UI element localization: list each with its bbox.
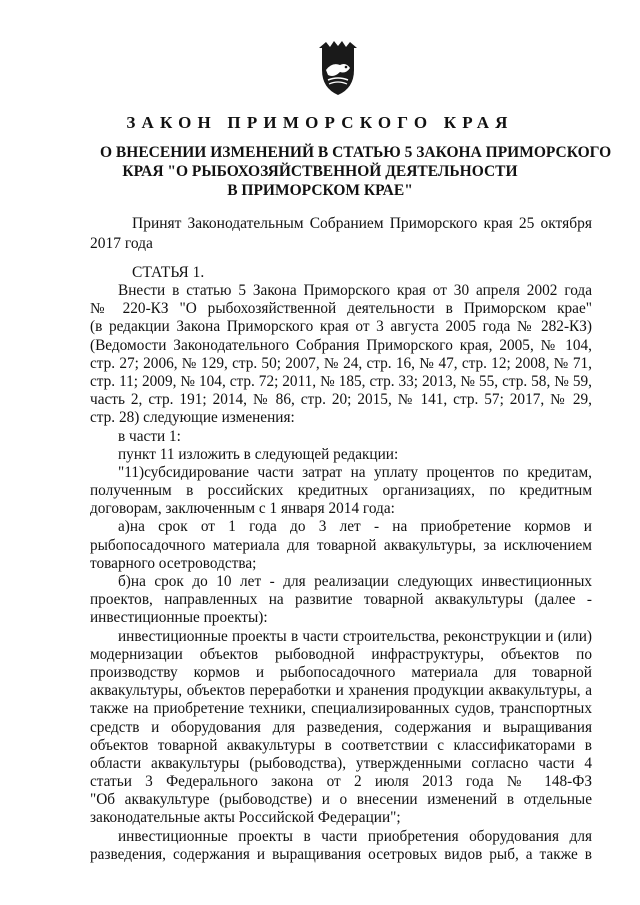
article-heading: СТАТЬЯ 1. <box>132 264 205 281</box>
body-line: Внести в статью 5 Закона Приморского края от 30 апреля 2002 года <box>118 282 592 299</box>
body-line: средств и оборудования для разведения, содержания и выращивания <box>90 718 592 736</box>
law-subtitle <box>100 143 612 200</box>
body-line: законодательные акты Российской Федерации"; <box>90 809 401 827</box>
body-line: разведения, содержания и выращивания осетровых видов рыб, а также в <box>90 845 592 863</box>
body-line: модернизации объектов рыбоводной инфраструктуры, объектов по <box>90 645 592 663</box>
subtitle-line: КРАЯ "О РЫБОХОЗЯЙСТВЕННОЙ ДЕЯТЕЛЬНОСТИ <box>122 163 518 180</box>
body-line: пункт 11 изложить в следующей редакции: <box>118 445 399 463</box>
body-line: "Об аквакультуре (рыбоводстве) и о внесении изменений в отдельные <box>90 791 592 809</box>
body-line: стр. 28) следующие изменения: <box>90 409 295 427</box>
body-line: "11)субсидирование части затрат на уплату процентов по кредитам, <box>118 463 592 481</box>
adoption-note <box>90 214 592 254</box>
body-line: также на приобретение техники, специализированных судов, транспортных <box>90 700 592 718</box>
article-body <box>90 282 592 864</box>
body-line: б)на срок до 10 лет - для реализации следующих инвестиционных <box>118 573 592 590</box>
body-line: договорам, заключенным с 1 января 2014 года: <box>90 500 395 518</box>
subtitle-line: В ПРИМОРСКОМ КРАЕ" <box>227 182 413 199</box>
body-line: а)на срок от 1 года до 3 лет - на приобретение кормов и <box>118 518 592 536</box>
body-line: рыбопосадочного материала для товарной аквакультуры, за исключением <box>90 536 592 554</box>
body-line: инвестиционные проекты): <box>90 609 268 627</box>
body-line: статьи 3 Федерального закона от 2 июля 2013 года № 148-ФЗ <box>90 773 592 791</box>
body-line: (Ведомости Законодательного Собрания Приморского края, 2005, № 104, <box>90 336 592 354</box>
adoption-line: 2017 года <box>90 235 153 252</box>
body-line: инвестиционные проекты в части строительства, реконструкции и (или) <box>118 627 592 645</box>
body-line: № 220-КЗ "О рыбохозяйственной деятельности в Приморском крае" <box>90 300 592 318</box>
coat-of-arms-icon <box>316 40 360 98</box>
body-line: (в редакции Закона Приморского края от 3 августа 2005 года № 282-КЗ) <box>90 318 592 336</box>
body-line: проектов, направленных на развитие товарной аквакультуры (далее - <box>90 591 592 609</box>
body-line: в части 1: <box>118 427 181 445</box>
body-line: аквакультуры, объектов переработки и хранения продукции аквакультуры, а <box>90 682 592 700</box>
body-line: товарного осетроводства; <box>90 554 257 572</box>
body-line: стр. 27; 2006, № 129, стр. 50; 2007, № 24, стр. 16, № 47, стр. 12; 2008, № 71, <box>90 354 592 372</box>
body-line: часть 2, стр. 191; 2014, № 86, стр. 20; 2015, № 141, стр. 57; 2017, № 29, <box>90 391 592 409</box>
subtitle-line: О ВНЕСЕНИИ ИЗМЕНЕНИЙ В СТАТЬЮ 5 ЗАКОНА ПРИМОРСКОГО <box>100 144 612 161</box>
adoption-line: Принят Законодательным Собранием Приморского края 25 октября <box>132 215 592 232</box>
body-line: стр. 11; 2009, № 104, стр. 72; 2011, № 185, стр. 33; 2013, № 55, стр. 58, № 59, <box>90 372 592 390</box>
law-title: ЗАКОН ПРИМОРСКОГО КРАЯ <box>126 113 514 132</box>
body-line: инвестиционные проекты в части приобретения оборудования для <box>118 827 592 845</box>
body-line: области аквакультуры (рыбоводства), утвержденными согласно части 4 <box>90 754 592 772</box>
body-line: производству кормов и рыбопосадочного материала для товарной <box>90 663 592 681</box>
body-line: полученным в российских кредитных организациях, по кредитным <box>90 482 592 500</box>
body-line: объектов товарной аквакультуры в соответствии с классификаторами в <box>90 736 592 754</box>
